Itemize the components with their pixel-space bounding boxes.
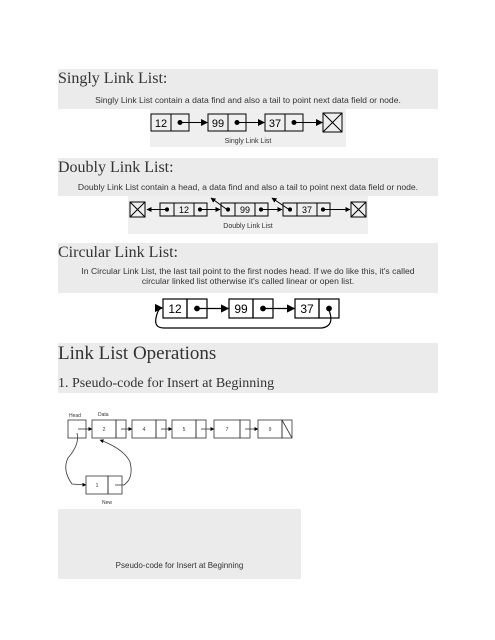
doubly-caption: Doubly Link List (223, 223, 273, 230)
circular-node-1-value: 12 (168, 302, 182, 316)
singly-node-2-value: 99 (211, 118, 225, 130)
singly-node-1-value: 12 (154, 118, 168, 130)
doubly-diagram (130, 198, 366, 217)
singly-node-3-value: 37 (268, 118, 282, 130)
operations-subtitle: 1. Pseudo-code for Insert at Beginning (58, 376, 275, 391)
circular-node-3 (295, 299, 339, 318)
insert-node-2 (132, 420, 166, 438)
singly-null-icon (323, 113, 342, 132)
circular-description-line1: In Circular Link List, the last tail point to the first nodes head. If we do like this, it's called (81, 266, 415, 276)
operations-title: Link List Operations (58, 343, 217, 364)
doubly-null-left-icon (130, 202, 145, 217)
insert-data-label: Data (98, 412, 109, 418)
doubly-node-2-value: 99 (239, 205, 251, 215)
doubly-node-3-value: 37 (301, 205, 313, 215)
singly-caption: Singly Link List (224, 138, 272, 145)
insert-new-label: New (102, 500, 113, 506)
doubly-node-2 (221, 203, 268, 216)
insert-node-3-value: 5 (182, 427, 186, 433)
insert-node-4 (214, 420, 250, 438)
insert-caption: Pseudo-code for Insert at Beginning (115, 561, 244, 570)
insert-diagram (66, 412, 292, 506)
insert-new-node-value: 1 (95, 483, 99, 489)
circular-title: Circular Link List: (58, 244, 178, 261)
insert-head-label: Head (69, 413, 81, 419)
singly-description: Singly Link List contain a data find and also a tail to point next data field or node. (95, 95, 401, 105)
insert-node-2-value: 4 (142, 427, 146, 433)
doubly-node-1 (160, 203, 207, 216)
doubly-node-1-value: 12 (178, 205, 190, 215)
insert-node-1-value: 2 (102, 427, 106, 433)
doubly-title: Doubly Link List: (58, 159, 174, 176)
insert-node-3 (172, 420, 206, 438)
insert-node-1 (92, 420, 126, 438)
circular-node-3-value: 37 (300, 302, 314, 316)
circular-diagram (156, 299, 339, 328)
insert-node-5 (258, 420, 292, 438)
insert-node-4-value: 7 (225, 427, 229, 433)
singly-diagram (151, 113, 342, 132)
singly-title: Singly Link List: (58, 70, 168, 87)
doubly-null-right-icon (351, 202, 366, 217)
circular-description-line2: circular linked list otherwise it's called linear or open list. (141, 276, 355, 286)
insert-node-5-value: 9 (268, 427, 272, 433)
doubly-description: Doubly Link List contain a head, a data find and also a tail to point next data field or node. (77, 182, 419, 192)
doubly-node-3 (283, 203, 330, 216)
circular-node-2-value: 99 (234, 302, 248, 316)
